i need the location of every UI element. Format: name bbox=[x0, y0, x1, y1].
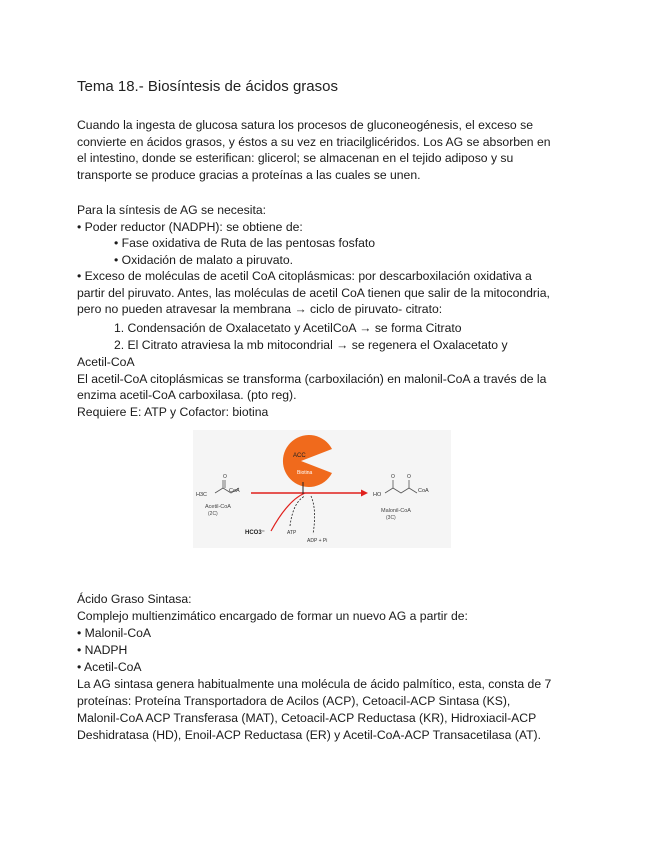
step-2-cont: Acetil-CoA bbox=[77, 354, 135, 369]
requires-line: Requiere E: ATP y Cofactor: biotina bbox=[77, 404, 269, 419]
coa-left: CoA bbox=[229, 488, 240, 494]
bicarbonate-label: HCO3⁻ bbox=[245, 530, 265, 536]
right-formula: HO bbox=[373, 492, 382, 498]
fas-desc: Complejo multienzimático encargado de formar un nuevo AG a partir de: bbox=[77, 609, 468, 623]
left-formula: H3C bbox=[196, 492, 208, 498]
bullet-acetylcoa-cont: pero no pueden atravesar la membrana → ciclo de piruvato- citrato: bbox=[77, 302, 443, 316]
fas-item: • Malonil-CoA bbox=[77, 626, 152, 640]
coa-right: CoA bbox=[418, 488, 429, 494]
fas-item: • NADPH bbox=[77, 643, 128, 657]
sub-bullet-malate: • Oxidación de malato a piruvato. bbox=[114, 252, 294, 267]
page-title: Tema 18.- Biosíntesis de ácidos grasos bbox=[77, 78, 338, 95]
intro-line: convierte en ácidos grasos, y éstos a su vez en triacilglicéridos. Los AG se absorben en bbox=[77, 134, 551, 149]
fas-closing-line: Deshidratasa (HD), Enoil-ACP Reductasa (ER) y Acetil-CoA-ACP Transacetilasa (AT). bbox=[77, 728, 541, 742]
adp-label: ADP + Pi bbox=[307, 538, 328, 544]
oxygen-right-2: O bbox=[407, 474, 411, 480]
fas-heading: Ácido Graso Sintasa: bbox=[77, 592, 192, 606]
step-2: 2. El Citrato atraviesa la mb mitocondrial → se regenera el Oxalacetato y bbox=[114, 338, 508, 352]
oxygen-right-1: O bbox=[391, 474, 395, 480]
fas-item: • Acetil-CoA bbox=[77, 660, 142, 674]
left-molecule-note: (2C) bbox=[208, 511, 218, 517]
sub-bullet-pentose: • Fase oxidativa de Ruta de las pentosas fosfato bbox=[114, 236, 376, 250]
right-molecule-note: (3C) bbox=[386, 515, 396, 521]
fas-closing-line: proteínas: Proteína Transportadora de Acilos (ACP), Cetoacil-ACP Sintasa (KS), bbox=[77, 694, 511, 708]
intro-line: el intestino, donde se esterifican: glicerol; se almacenan en el tejido adiposo y su bbox=[77, 151, 514, 165]
bullet-acetylcoa-cont: partir del piruvato. Antes, las moléculas de acetil CoA tienen que salir de la mitocondria, bbox=[77, 285, 550, 300]
malonyl-line: El acetil-CoA citoplásmicas se transforma (carboxilación) en malonil-CoA a través de la bbox=[77, 371, 547, 386]
carboxylation-figure bbox=[193, 430, 451, 548]
enzyme-sub: ACC bbox=[293, 453, 306, 459]
bullet-nadph: • Poder reductor (NADPH): se obtiene de: bbox=[77, 219, 303, 234]
intro-line: Cuando la ingesta de glucosa satura los procesos de gluconeogénesis, el exceso se bbox=[77, 118, 533, 132]
bullet-acetylcoa: • Exceso de moléculas de acetil CoA citoplásmicas: por descarboxilación oxidativa a bbox=[77, 269, 532, 283]
oxygen-left: O bbox=[223, 474, 227, 480]
right-molecule-label: Malonil-CoA bbox=[381, 508, 411, 514]
left-molecule-label: Acetil-CoA bbox=[205, 504, 231, 510]
malonyl-line: enzima acetil-CoA carboxilasa. (pto reg). bbox=[77, 388, 297, 402]
synthesis-heading: Para la síntesis de AG se necesita: bbox=[77, 203, 267, 217]
atp-label: ATP bbox=[287, 530, 297, 536]
step-1: 1. Condensación de Oxalacetato y AcetilCoA → se forma Citrato bbox=[114, 320, 462, 335]
intro-line: transporte se produce gracias a proteínas a las cuales se unen. bbox=[77, 167, 421, 182]
enzyme-label: Biotina bbox=[297, 470, 313, 476]
fas-closing-line: La AG sintasa genera habitualmente una molécula de ácido palmítico, esta, consta de 7 bbox=[77, 677, 552, 691]
fas-closing-line: Malonil-CoA ACP Transferasa (MAT), Cetoacil-ACP Reductasa (KR), Hidroxiacil-ACP bbox=[77, 711, 537, 725]
